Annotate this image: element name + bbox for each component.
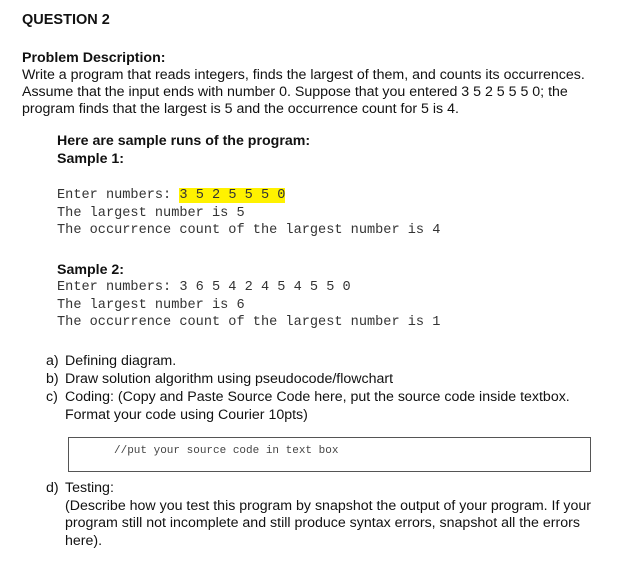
sample-2-output-line-2: The largest number is 6 xyxy=(57,298,245,313)
sample-1-highlighted-input: 3 5 2 5 5 5 0 xyxy=(179,188,286,203)
task-b xyxy=(46,371,626,389)
task-b-marker: b) xyxy=(46,371,59,387)
sample-1-output-line-1 xyxy=(57,187,285,204)
task-c-marker: c) xyxy=(46,389,58,405)
task-d-marker: d) xyxy=(46,480,59,496)
task-c-line-1: Coding: (Copy and Paste Source Code here, put the source code inside textbox. xyxy=(65,389,570,405)
sample-2-label: Sample 2: xyxy=(57,262,125,278)
task-c xyxy=(46,389,626,425)
task-a-marker: a) xyxy=(46,353,59,369)
task-d-line-1: Testing: xyxy=(65,480,114,496)
sample-1-output-line-3: The occurrence count of the largest number is 4 xyxy=(57,223,441,238)
task-d xyxy=(46,480,636,552)
task-c-line-2: Format your code using Courier 10pts) xyxy=(65,406,308,423)
source-code-textbox[interactable] xyxy=(68,437,591,472)
sample-2-output-line-1: Enter numbers: 3 6 5 4 2 4 5 4 5 5 0 xyxy=(57,280,351,295)
task-d-line-2: (Describe how you test this program by snapshot the output of your program. If your xyxy=(65,497,591,514)
question-title: QUESTION 2 xyxy=(22,12,110,28)
problem-line-2: Assume that the input ends with number 0. Suppose that you entered 3 5 2 5 5 5 0; the xyxy=(22,84,568,100)
task-b-text: Draw solution algorithm using pseudocode/flowchart xyxy=(65,371,394,387)
problem-heading: Problem Description: xyxy=(22,50,166,66)
task-a xyxy=(46,353,626,371)
sample-1-label: Sample 1: xyxy=(57,151,125,167)
samples-intro: Here are sample runs of the program: xyxy=(57,133,311,149)
task-d-line-4: here). xyxy=(65,532,103,549)
problem-line-3: program finds that the largest is 5 and the occurrence count for 5 is 4. xyxy=(22,101,459,117)
problem-line-1: Write a program that reads integers, finds the largest of them, and counts its occurrences. xyxy=(22,67,585,83)
sample-1-prompt: Enter numbers: xyxy=(57,188,180,203)
sample-1-output-line-2: The largest number is 5 xyxy=(57,206,245,221)
task-a-text: Defining diagram. xyxy=(65,353,177,369)
task-d-line-3: program still not incomplete and still produce syntax errors, snapshot all the errors xyxy=(65,515,580,531)
code-placeholder: //put your source code in text box xyxy=(114,445,339,457)
sample-2-output-line-3: The occurrence count of the largest number is 1 xyxy=(57,315,441,330)
